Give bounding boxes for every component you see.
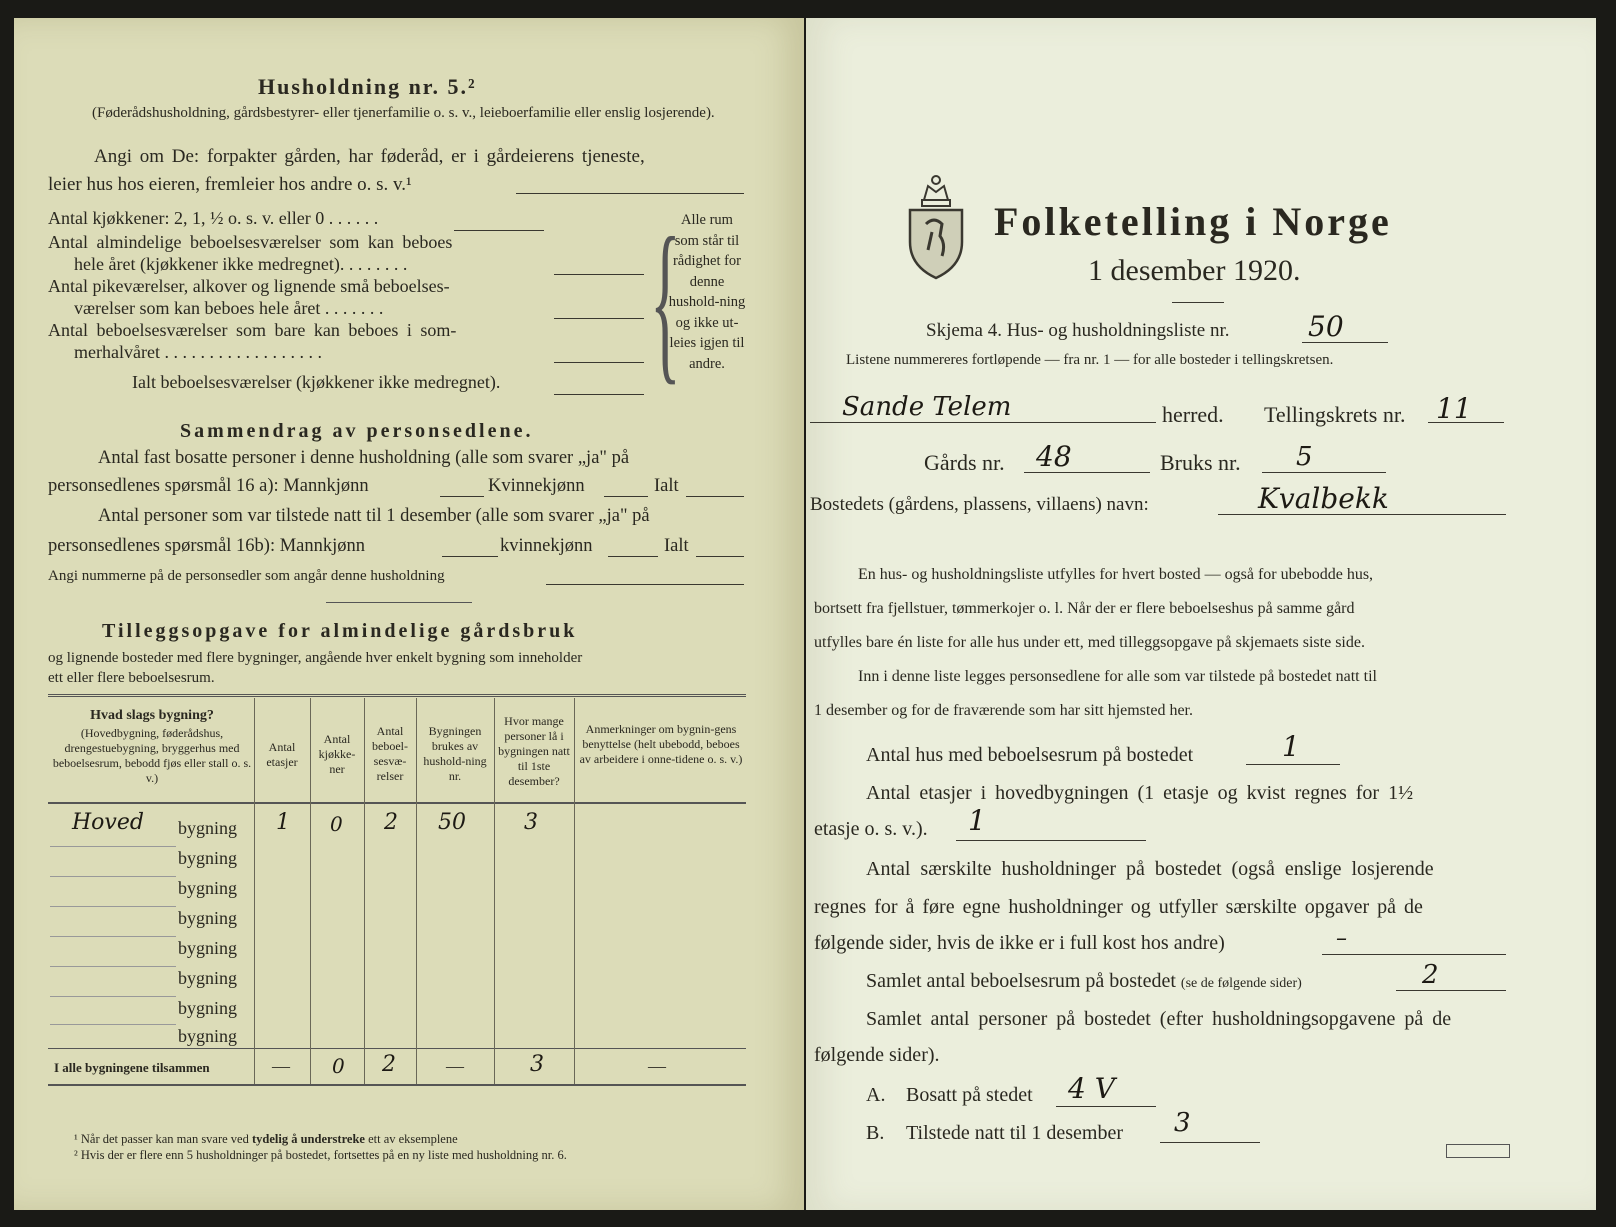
tillegg-line-1: og lignende bosteder med flere bygninger, angående hver enkelt bygning som inneholder: [48, 650, 583, 666]
household-heading: Husholdning nr. 5.²: [258, 74, 477, 99]
etasjer-value: 1: [968, 804, 986, 837]
row1-type: Hoved: [72, 810, 144, 835]
fast-line-2: personsedlenes spørsmål 16 a): Mannkjønn: [48, 476, 369, 496]
household-note: (Føderådshusholdning, gårdsbestyrer- eller tjenerfamilie o. s. v., leieboerfamilie eller enslig losjerende).: [92, 105, 715, 121]
bruks-value: 5: [1296, 442, 1313, 472]
angi-line-2: leier hus hos eieren, fremleier hos andre o. s. v.¹: [48, 174, 412, 195]
pike-line: [554, 318, 644, 319]
th-personer: Hvor mange personer lå i bygningen natt til 1ste desember?: [498, 714, 570, 788]
tilst-line-1: Antal personer som var tilstede natt til 1 desember (alle som svarer „ja" på: [98, 506, 650, 526]
total-vaerelser: 2: [382, 1052, 396, 1077]
a-line: [1056, 1106, 1156, 1107]
a-text: Bosatt på stedet: [906, 1084, 1033, 1106]
samlet-rum-value: 2: [1422, 960, 1439, 990]
pike-line-2: værelser som kan beboes hele året . . . . . . .: [74, 298, 384, 318]
a-value: 4 V: [1068, 1072, 1115, 1105]
footnote-2: ² Hvis der er flere enn 5 husholdninger på bostedet, fortsettes på en ny liste med husholdning nr. 6.: [74, 1148, 567, 1162]
para2-line2: 1 desember og for de fraværende som har sitt hjemsted her.: [814, 702, 1193, 719]
angi-answer-line: [516, 193, 744, 194]
th-etasjer: Antal etasjer: [266, 740, 298, 769]
gards-label: Gårds nr.: [924, 450, 1005, 475]
b-label: B.: [866, 1122, 885, 1144]
total-etasjer: —: [272, 1056, 290, 1076]
herred-label: herred.: [1162, 402, 1224, 427]
skjema-label: Skjema 4. Hus- og husholdningsliste nr.: [926, 320, 1230, 341]
hus-label: Antal hus med beboelsesrum på bostedet: [866, 744, 1194, 766]
right-page: [806, 18, 1596, 1210]
alm-line-2: hele året (kjøkkener ikke medregnet). . . . . . . .: [74, 254, 408, 274]
th-type-title: Hvad slags bygning?: [90, 708, 214, 723]
row-label: bygning: [178, 998, 238, 1018]
tilst-kv-line: [608, 556, 658, 557]
hus-line: [1246, 764, 1340, 765]
saer-value: –: [1336, 926, 1347, 951]
bosted-line: [1218, 514, 1506, 515]
angi-line-1: Angi om De: forpakter gården, har føderåd, er i gårdeierens tjeneste,: [94, 146, 645, 167]
brace-icon: {: [650, 200, 681, 400]
som-line-2: merhalvåret . . . . . . . . . . . . . . . . . .: [74, 342, 322, 362]
fast-ialt-label: Ialt: [654, 476, 679, 496]
fast-line-1: Antal fast bosatte personer i denne husholdning (alle som svarer „ja" på: [98, 448, 630, 468]
skjema-nr-line: [1302, 342, 1388, 343]
th-kjokkener: Antal kjøkke-ner: [318, 732, 356, 776]
th-type-sub: (Hovedbygning, føderådshus, drengestuebygning, bryggerhus med beboelsesrum, bebodd fjøs eller stall o. s. v.): [52, 726, 252, 785]
bosted-value: Kvalbekk: [1258, 482, 1389, 515]
a-label: A.: [866, 1084, 886, 1106]
etasjer-line2: etasje o. s. v.).: [814, 818, 928, 840]
gards-line: [1024, 472, 1150, 473]
row-label: bygning: [178, 908, 238, 928]
som-line: [554, 362, 644, 363]
tilst-mann-line: [442, 556, 498, 557]
gards-value: 48: [1036, 440, 1072, 473]
tellingskrets-line: [1428, 422, 1504, 423]
left-page: [14, 18, 804, 1210]
herred-line: [810, 422, 1156, 423]
th-brukes: Bygningen brukes av hushold-ning nr.: [423, 724, 487, 783]
footnote-1: ¹ Når det passer kan man svare ved tydelig å understreke ett av eksemplene: [74, 1132, 458, 1146]
census-date: 1 desember 1920.: [1088, 254, 1301, 287]
hus-value: 1: [1282, 730, 1300, 763]
row-label: bygning: [178, 818, 238, 838]
census-title: Folketelling i Norge: [994, 199, 1392, 244]
row1-brukes: 50: [438, 810, 466, 835]
row1-vaerelser: 2: [384, 810, 398, 835]
nummerne-label: Angi nummerne på de personsedler som angår denne husholdning: [48, 568, 445, 584]
tellingskrets-label: Tellingskrets nr.: [1264, 402, 1406, 427]
b-line: [1160, 1142, 1260, 1143]
tilst-line-2: personsedlenes spørsmål 16b): Mannkjønn: [48, 536, 366, 556]
row1-etasjer: 1: [276, 810, 290, 835]
tilst-ialt-line: [696, 556, 744, 557]
total-brukes: —: [446, 1056, 464, 1076]
row-label: bygning: [178, 848, 238, 868]
etasjer-line1: Antal etasjer i hovedbygningen (1 etasje og kvist regnes for 1½: [866, 782, 1414, 804]
fast-mann-line: [440, 496, 484, 497]
saer-line3: følgende sider, hvis de ikke er i full kost hos andre): [814, 932, 1225, 954]
bruks-label: Bruks nr.: [1160, 450, 1241, 475]
samlet-pers-line2: følgende sider).: [814, 1044, 940, 1066]
samlet-rum-line: [1396, 990, 1506, 991]
tilst-kv-label: kvinnekjønn: [500, 536, 593, 556]
alm-line: [554, 274, 644, 275]
skjema-nr: 50: [1308, 310, 1344, 343]
side-note: Alle rum som står til rådighet for denne hushold-ning og ikke ut-leies igjen til andre.: [668, 212, 746, 372]
sammendrag-heading: Sammendrag av personsedlene.: [180, 420, 534, 442]
saer-answer-line: [1322, 954, 1506, 955]
listene-note: Listene nummereres fortløpende — fra nr. 1 — for alle bosteder i tellingskretsen.: [846, 352, 1334, 368]
section-divider: [326, 602, 472, 603]
row1-kjokkener: 0: [330, 812, 343, 836]
bosted-label: Bostedets (gårdens, plassens, villaens) navn:: [810, 494, 1149, 515]
total-anm: —: [648, 1056, 666, 1076]
herred-value: Sande Telem: [842, 392, 1012, 422]
pike-line-1: Antal pikeværelser, alkover og lignende små beboelses-: [48, 276, 450, 296]
fast-ialt-line: [686, 496, 744, 497]
fast-kv-label: Kvinnekjønn: [488, 476, 585, 496]
para1-line3: utfylles bare én liste for alle hus under ett, med tilleggsopgave på skjemaets siste side.: [814, 634, 1365, 651]
bruks-line: [1262, 472, 1386, 473]
saer-line1: Antal særskilte husholdninger på bostedet (også enslige losjerende: [866, 858, 1434, 880]
som-line-1: Antal beboelsesværelser som bare kan beboes i som-: [48, 320, 457, 340]
b-text: Tilstede natt til 1 desember: [906, 1122, 1124, 1144]
kjokkener-label: Antal kjøkkener: 2, 1, ½ o. s. v. eller 0 . . . . . .: [48, 208, 379, 228]
fast-kv-line: [604, 496, 648, 497]
b-value: 3: [1174, 1108, 1191, 1138]
row-label: bygning: [178, 968, 238, 988]
title-divider: [1172, 302, 1224, 303]
ialt-label: Ialt beboelsesværelser (kjøkkener ikke medregnet).: [132, 372, 501, 392]
para1-line2: bortsett fra fjellstuer, tømmerkojer o. l. Når der er flere beboelseshus på samme gård: [814, 600, 1355, 617]
tellingskrets-value: 11: [1436, 392, 1472, 425]
samlet-rum-label: Samlet antal beboelsesrum på bostedet (se de følgende sider): [866, 970, 1302, 992]
row-label: bygning: [178, 878, 238, 898]
row-label: bygning: [178, 1026, 238, 1046]
etasjer-answer-line: [956, 840, 1146, 841]
norway-coat-of-arms-icon: [904, 170, 968, 282]
total-label: I alle bygningene tilsammen: [54, 1060, 210, 1075]
row1-personer: 3: [524, 810, 538, 835]
th-anm: Anmerkninger om bygnin-gens benyttelse (helt ubebodd, beboes av arbeidere i onne-tidene o. s. v.): [579, 722, 743, 766]
tillegg-line-2: ett eller flere beboelsesrum.: [48, 670, 215, 686]
para1-line1: En hus- og husholdningsliste utfylles for hvert bosted — også for ubebodde hus,: [858, 566, 1374, 583]
kjokkener-line: [454, 230, 544, 231]
tilst-ialt-label: Ialt: [664, 536, 689, 556]
nummerne-line: [546, 584, 744, 585]
total-personer: 3: [530, 1052, 544, 1077]
th-vaerelser: Antal beboel-sesvæ-relser: [372, 724, 408, 783]
total-kjokkener: 0: [332, 1054, 345, 1078]
samlet-pers-line1: Samlet antal personer på bostedet (efter husholdningsopgavene på de: [866, 1008, 1452, 1030]
saer-line2: regnes for å føre egne husholdninger og utfyller særskilte opgaver på de: [814, 896, 1423, 918]
para2-line1: Inn i denne liste legges personsedlene for alle som var tilstede på bostedet natt til: [858, 668, 1377, 685]
ialt-line: [554, 394, 644, 395]
printer-stamp: [1446, 1144, 1510, 1158]
alm-line-1: Antal almindelige beboelsesværelser som kan beboes: [48, 232, 453, 252]
row-label: bygning: [178, 938, 238, 958]
tillegg-heading: Tilleggsopgave for almindelige gårdsbruk: [102, 620, 578, 642]
